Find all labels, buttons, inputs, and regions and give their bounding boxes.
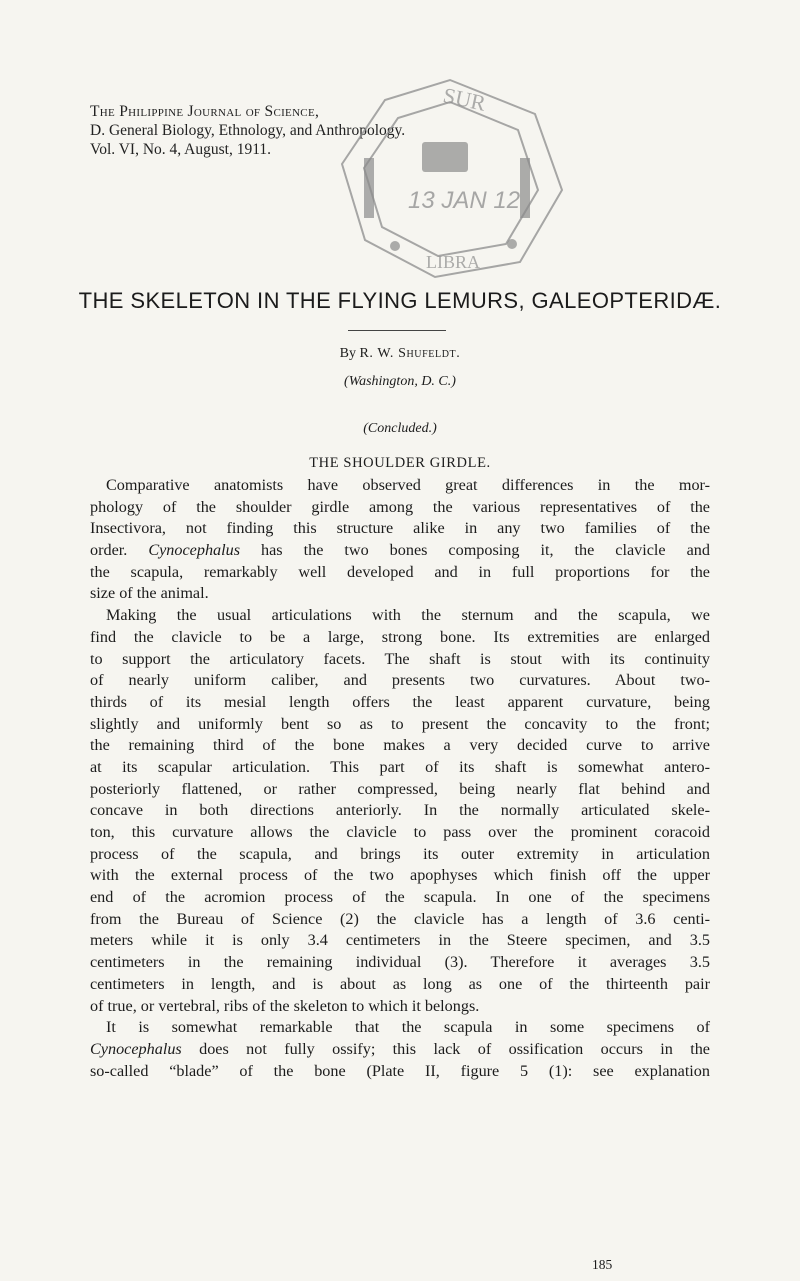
byline-by: By: [339, 346, 356, 361]
text-line: [90, 1039, 710, 1061]
text-line: Insectivora, not finding this structure alike in any two families of the: [90, 519, 710, 538]
article-title: THE SKELETON IN THE FLYING LEMURS, GALEOPTERIDÆ.: [78, 288, 722, 313]
text-line: phology of the shoulder girdle among the various representatives of the: [90, 497, 710, 516]
text-line: [90, 540, 710, 562]
text-line: process of the scapula, and brings its outer extremity in articulation: [90, 844, 710, 863]
byline: [0, 346, 800, 362]
text-fragment: does not fully ossify; this lack of ossification occurs in the: [199, 1039, 710, 1058]
author-location: (Washington, D. C.): [344, 374, 456, 389]
text-line: find the clavicle to be a large, strong bone. Its extremities are enlarged: [90, 627, 710, 646]
text-line: ton, this curvature allows the clavicle to pass over the prominent coracoid: [90, 823, 710, 841]
text-fragment: has the two bones composing it, the clavicle and: [261, 541, 710, 560]
text-line: with the external process of the two apophyses which finish off the upper: [90, 866, 710, 885]
text-line: thirds of its mesial length offers the least apparent curvature, being: [90, 692, 710, 711]
text-line: It is somewhat remarkable that the scapula in some specimens of: [106, 1018, 710, 1037]
stamp-date: 13 JAN 12: [408, 187, 521, 214]
title-rule: [348, 330, 446, 331]
text-line: so-called “blade” of the bone (Plate II, figure 5 (1): see explanation: [90, 1061, 710, 1080]
text-line: slightly and uniformly bent so as to present the concavity to the front;: [90, 714, 710, 733]
genus-name: Cynocephalus: [90, 1039, 182, 1058]
journal-title: The Philippine Journal of Science,: [90, 103, 320, 120]
text-line: at its scapular articulation. This part of its shaft is somewhat antero-: [90, 757, 710, 776]
text-line: meters while it is only 3.4 centimeters in the Steere specimen, and 3.5: [90, 931, 710, 950]
text-line: of nearly uniform caliber, and presents two curvatures. About two-: [90, 671, 710, 690]
text-line: of true, or vertebral, ribs of the skeleton to which it belongs.: [90, 996, 480, 1015]
journal-volume: Vol. VI, No. 4, August, 1911.: [90, 141, 271, 158]
library-stamp: [330, 72, 570, 282]
svg-text:SUR: SUR: [440, 82, 489, 116]
article-body: [90, 475, 710, 1082]
text-line: Making the usual articulations with the sternum and the scapula, we: [106, 606, 710, 625]
text-line: end of the acromion process of the scapula. In one of the specimens: [90, 888, 710, 907]
text-line: the scapula, remarkably well developed and in full proportions for the: [90, 562, 710, 581]
text-line: size of the animal.: [90, 584, 209, 603]
page-number: 185: [592, 1257, 613, 1272]
text-fragment: order.: [90, 541, 128, 560]
text-line: the remaining third of the bone makes a very decided curve to arrive: [90, 736, 710, 755]
text-line: Comparative anatomists have observed great differences in the mor-: [106, 476, 710, 494]
text-line: centimeters in length, and is about as long as one of the thirteenth pair: [90, 974, 710, 993]
genus-name: Cynocephalus: [148, 541, 241, 560]
journal-section: D. General Biology, Ethnology, and Anthropology.: [90, 122, 406, 139]
text-line: to support the articulatory facets. The shaft is stout with its continuity: [90, 649, 710, 668]
concluded-note: (Concluded.): [363, 421, 437, 436]
text-line: concave in both directions anteriorly. In the normally articulated skele-: [90, 801, 710, 820]
section-heading: THE SHOULDER GIRDLE.: [309, 455, 491, 471]
author-name: R. W. Shufeldt.: [359, 346, 461, 361]
text-line: from the Bureau of Science (2) the clavicle has a length of 3.6 centi-: [90, 909, 710, 928]
svg-text:LIBRA: LIBRA: [426, 252, 480, 272]
text-line: posteriorly flattened, or rather compressed, being nearly flat behind and: [90, 779, 710, 798]
text-line: centimeters in the remaining individual (3). Therefore it averages 3.5: [90, 953, 710, 972]
